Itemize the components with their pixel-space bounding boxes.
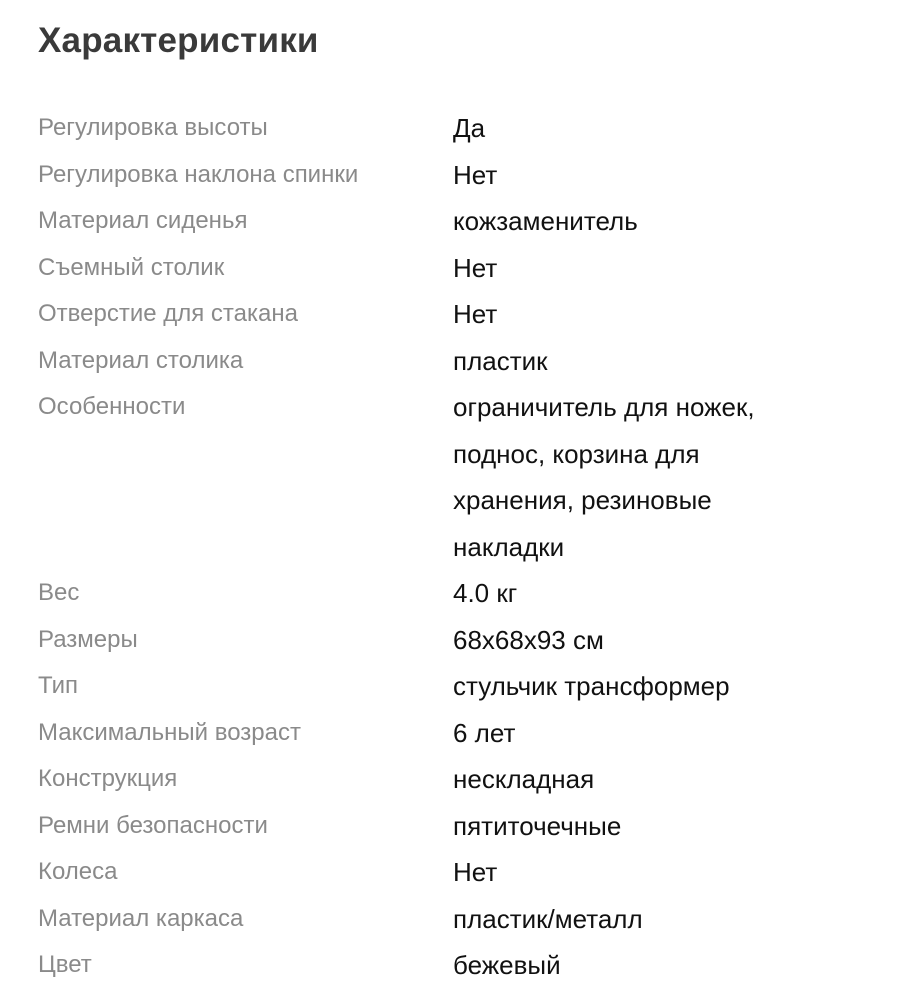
spec-row-weight bbox=[38, 570, 878, 617]
spec-row-tray-material bbox=[38, 338, 878, 385]
spec-value: пластик/металл bbox=[453, 903, 643, 934]
spec-row-color bbox=[38, 942, 878, 989]
spec-value: нескладная bbox=[453, 764, 595, 794]
spec-value: Нет bbox=[453, 252, 498, 283]
spec-label: Ремни безопасности bbox=[38, 811, 268, 839]
spec-row-safety-belts bbox=[38, 803, 878, 850]
spec-row-type bbox=[38, 663, 878, 710]
spec-value: Нет bbox=[453, 159, 498, 190]
spec-row-seat-material bbox=[38, 198, 878, 245]
spec-row-height-adjust bbox=[38, 105, 878, 152]
spec-label: Цвет bbox=[38, 951, 92, 978]
spec-value: стульчик трансформер bbox=[453, 671, 730, 701]
spec-label: Колеса bbox=[38, 858, 118, 885]
spec-row-construction bbox=[38, 756, 878, 803]
spec-value: бежевый bbox=[453, 950, 561, 980]
spec-value: Нет bbox=[453, 857, 498, 887]
spec-row-removable-tray bbox=[38, 245, 878, 292]
spec-label: Материал столика bbox=[38, 346, 244, 374]
spec-value: кожзаменитель bbox=[453, 206, 638, 236]
spec-row-features bbox=[38, 384, 878, 570]
spec-value: пятиточечные bbox=[453, 810, 622, 841]
spec-value: 68x68x93 см bbox=[453, 624, 604, 655]
spec-row-frame-material bbox=[38, 896, 878, 943]
specs-list bbox=[38, 105, 878, 989]
page-title: Характеристики bbox=[38, 21, 319, 60]
spec-label: Отверстие для стакана bbox=[38, 300, 298, 327]
spec-label: Конструкция bbox=[38, 765, 178, 792]
spec-label: Материал каркаса bbox=[38, 904, 244, 932]
spec-label: Регулировка высоты bbox=[38, 114, 268, 141]
spec-value: ограничитель для ножек, поднос, корзина для хранения, резиновые накладки bbox=[453, 392, 755, 562]
spec-label: Съемный столик bbox=[38, 253, 225, 281]
spec-label: Особенности bbox=[38, 393, 186, 420]
spec-value: 4.0 кг bbox=[453, 578, 518, 608]
spec-row-cup-holder bbox=[38, 291, 878, 338]
spec-label: Максимальный возраст bbox=[38, 718, 301, 746]
spec-value: пластик bbox=[453, 345, 548, 376]
spec-value: Да bbox=[453, 113, 486, 143]
spec-row-wheels bbox=[38, 849, 878, 896]
spec-label: Регулировка наклона спинки bbox=[38, 160, 359, 188]
spec-label: Тип bbox=[38, 672, 79, 699]
spec-row-backrest-adjust bbox=[38, 152, 878, 199]
spec-label: Материал сиденья bbox=[38, 207, 248, 234]
spec-label: Размеры bbox=[38, 625, 138, 653]
spec-value: 6 лет bbox=[453, 717, 516, 748]
spec-value: Нет bbox=[453, 299, 498, 329]
spec-row-max-age bbox=[38, 710, 878, 757]
spec-row-dimensions bbox=[38, 617, 878, 664]
spec-label: Вес bbox=[38, 579, 80, 606]
